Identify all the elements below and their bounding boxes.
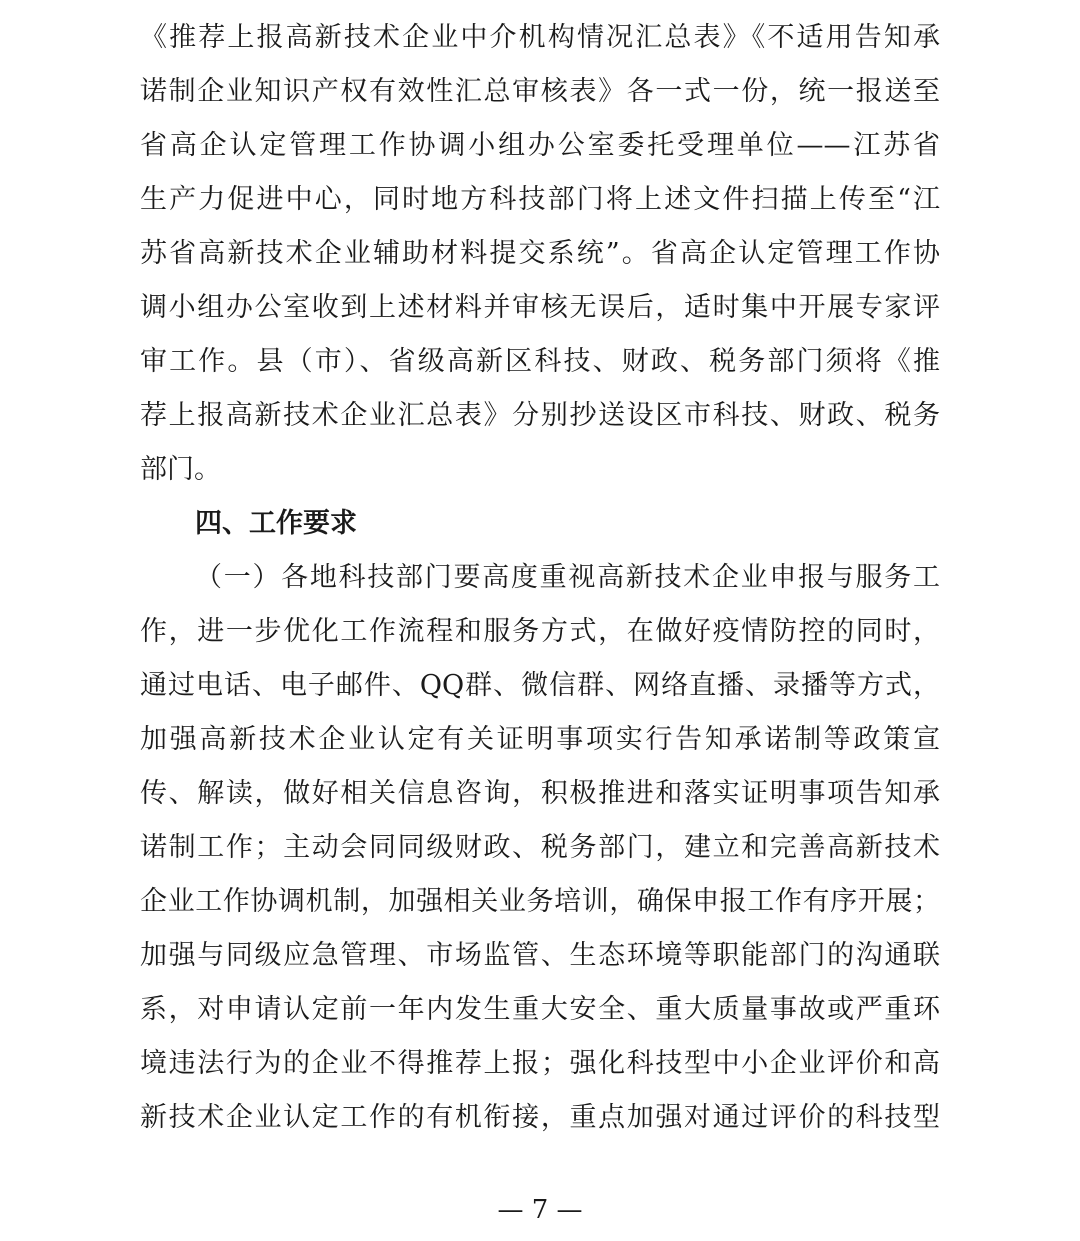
text-line: 苏省高新技术企业辅助材料提交系统”。省高企认定管理工作协: [140, 238, 940, 269]
text-line: 部门。: [140, 454, 221, 485]
text-line: 新技术企业认定工作的有机衔接，重点加强对通过评价的科技型: [140, 1102, 940, 1133]
section-heading: 四、工作要求: [195, 508, 357, 539]
text-line: 诺制工作；主动会同同级财政、税务部门，建立和完善高新技术: [140, 832, 940, 863]
text-line: 荐上报高新技术企业汇总表》分别抄送设区市科技、财政、税务: [140, 400, 940, 431]
text-line: 加强高新技术企业认定有关证明事项实行告知承诺制等政策宣: [140, 724, 940, 755]
text-line: 作，进一步优化工作流程和服务方式，在做好疫情防控的同时，: [140, 616, 940, 647]
text-line: 传、解读，做好相关信息咨询，积极推进和落实证明事项告知承: [140, 778, 940, 809]
text-line: 审工作。县（市）、省级高新区科技、财政、税务部门须将《推: [140, 346, 940, 377]
text-line: 通过电话、电子邮件、QQ群、微信群、网络直播、录播等方式，: [140, 670, 940, 701]
page-number: — 7 —: [497, 1195, 583, 1225]
text-line: 境违法行为的企业不得推荐上报；强化科技型中小企业评价和高: [140, 1048, 940, 1079]
text-line: 加强与同级应急管理、市场监管、生态环境等职能部门的沟通联: [140, 940, 940, 971]
text-line: 生产力促进中心，同时地方科技部门将上述文件扫描上传至“江: [140, 184, 940, 215]
text-line: （一）各地科技部门要高度重视高新技术企业申报与服务工: [195, 562, 940, 593]
text-line: 诺制企业知识产权有效性汇总审核表》各一式一份，统一报送至: [140, 76, 940, 107]
text-line: 省高企认定管理工作协调小组办公室委托受理单位——江苏省: [140, 130, 940, 161]
text-line: 《推荐上报高新技术企业中介机构情况汇总表》《不适用告知承: [140, 22, 940, 53]
text-line: 企业工作协调机制，加强相关业务培训，确保申报工作有序开展；: [140, 886, 940, 917]
text-line: 系，对申请认定前一年内发生重大安全、重大质量事故或严重环: [140, 994, 940, 1025]
text-line: 调小组办公室收到上述材料并审核无误后，适时集中开展专家评: [140, 292, 940, 323]
